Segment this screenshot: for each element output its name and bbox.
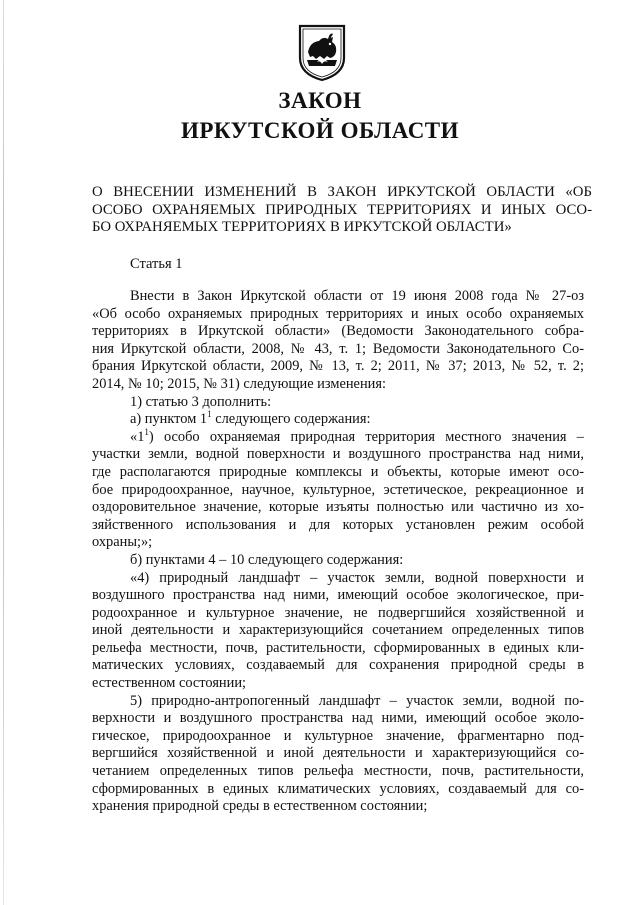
law-heading — [92, 183, 592, 236]
body-line — [92, 675, 584, 693]
body-line-text: брания Иркутской области, 2009, № 13, т. 2; 2011, № 37; 2013, № 52, т. 2; — [92, 358, 584, 375]
body-line — [92, 394, 584, 412]
body-line — [92, 798, 584, 816]
body-line — [92, 323, 584, 341]
law-title-line-1: ЗАКОН — [278, 88, 362, 113]
body-line — [92, 570, 584, 588]
body-line — [92, 376, 584, 394]
body-line-text: верхности и воздушного пространства над ними, имеющий особое эколо- — [92, 710, 584, 727]
body-line — [92, 763, 584, 781]
body-line-text: Внести в Закон Иркутской области от 19 июня 2008 года № 27-оз — [130, 288, 584, 304]
body-line — [92, 781, 584, 799]
body-line — [92, 534, 584, 552]
body-line-text: «4) природный ландшафт – участок земли, водной поверхности и — [130, 569, 584, 586]
body-line — [92, 710, 584, 728]
body-line-text: зяйственного использования и для которых установлен режим особой — [92, 516, 584, 533]
irkutsk-coat-of-arms-icon — [297, 22, 347, 82]
body-line — [92, 482, 584, 500]
body-line-text: участки земли, водной поверхности и воздушного пространства над ними, — [92, 446, 584, 463]
body-line-text: сформированных в единых климатических условиях, создаваемый для со- — [92, 780, 584, 797]
superscript: 1 — [207, 409, 212, 420]
heading-line: БО ОХРАНЯЕМЫХ ТЕРРИТОРИЯХ В ИРКУТСКОЙ ОБЛАСТИ» — [92, 219, 512, 236]
body-line — [92, 622, 584, 640]
body-line-text: хранения природной среды в естественном состоянии; — [92, 798, 428, 815]
body-line-text: оздоровительное значение, которые изъяты полностью или частично из хо- — [92, 499, 584, 516]
body-line — [92, 640, 584, 658]
law-title-line-2: ИРКУТСКОЙ ОБЛАСТИ — [180, 118, 460, 143]
body-line-text: «1 — [130, 428, 145, 445]
body-line-text: а) пунктом 1 — [130, 411, 208, 428]
body-line — [92, 517, 584, 535]
body-line-text: рельефа местности, почв, растительности, сформированных в единых кли- — [92, 639, 584, 656]
body-line-text: гическое, природоохранное и культурное значение, фрагментарно под- — [92, 727, 584, 744]
body-line-text-after: следующего содержания: — [211, 411, 371, 428]
body-line — [92, 587, 584, 605]
body-line-text: охраны;»; — [92, 534, 153, 551]
body-line — [92, 499, 584, 517]
body-line — [92, 288, 584, 306]
body-line-text: б) пунктами 4 – 10 следующего содержания: — [130, 551, 404, 568]
body-line — [92, 552, 584, 570]
body-line-text: естественном состоянии; — [92, 675, 247, 692]
body-line-text: родоохранное и культурное значение, не подвергшийся хозяйственной и — [92, 604, 584, 621]
body-line — [92, 464, 584, 482]
body-line-text: где располагаются природные комплексы и объекты, которые имеют осо- — [92, 463, 584, 480]
body-line — [92, 605, 584, 623]
body-line-text: воздушного пространства над ними, имеющий особое экологическое, при- — [92, 587, 584, 604]
body-line-text: ния Иркутской области, 2008, № 43, т. 1; Ведомости Законодательного Со- — [92, 340, 584, 357]
body-line-text: 5) природно-антропогенный ландшафт – участок земли, водной по- — [130, 692, 584, 709]
body-line — [92, 446, 584, 464]
body-line — [92, 358, 584, 376]
body-line-text: «Об особо охраняемых природных территориях и иных особо охраняемых — [92, 305, 584, 322]
body-line-text: четанием определенных типов рельефа местности, почв, растительности, — [92, 763, 584, 780]
body-line — [92, 341, 584, 359]
body-line — [92, 657, 584, 675]
body-line-text: территориях в Иркутской области» (Ведомости Законодательного собра- — [92, 323, 584, 340]
body-line — [92, 745, 584, 763]
document-body — [92, 288, 584, 816]
body-line-text: 2014, № 10; 2015, № 31) следующие изменения: — [92, 375, 386, 392]
body-line — [92, 728, 584, 746]
article-label: Статья 1 — [130, 256, 183, 272]
body-line — [92, 693, 584, 711]
superscript: 1 — [144, 426, 149, 437]
body-line-text: вергшийся хозяйственной и иной деятельности и характеризующийся со- — [92, 745, 584, 762]
body-line-text: бое природоохранное, научное, культурное, эстетическое, рекреационное и — [92, 481, 584, 498]
body-line — [92, 411, 584, 429]
heading-line: О ВНЕСЕНИИ ИЗМЕНЕНИЙ В ЗАКОН ИРКУТСКОЙ ОБЛАСТИ «ОБ — [92, 184, 592, 200]
body-line — [92, 306, 584, 324]
body-line — [92, 426, 584, 447]
body-line-text-after: ) особо охраняемая природная территория местного значения – — [148, 428, 584, 445]
body-line-text: 1) статью 3 дополнить: — [130, 393, 272, 410]
heading-line: ОСОБО ОХРАНЯЕМЫХ ПРИРОДНЫХ ТЕРРИТОРИЯХ И ИНЫХ ОСО- — [92, 201, 592, 218]
body-line-text: иной деятельности и характеризующийся сочетанием определенных типов — [92, 622, 584, 639]
body-line-text: матических условиях, создаваемый для сохранения природной среды в — [92, 657, 584, 674]
